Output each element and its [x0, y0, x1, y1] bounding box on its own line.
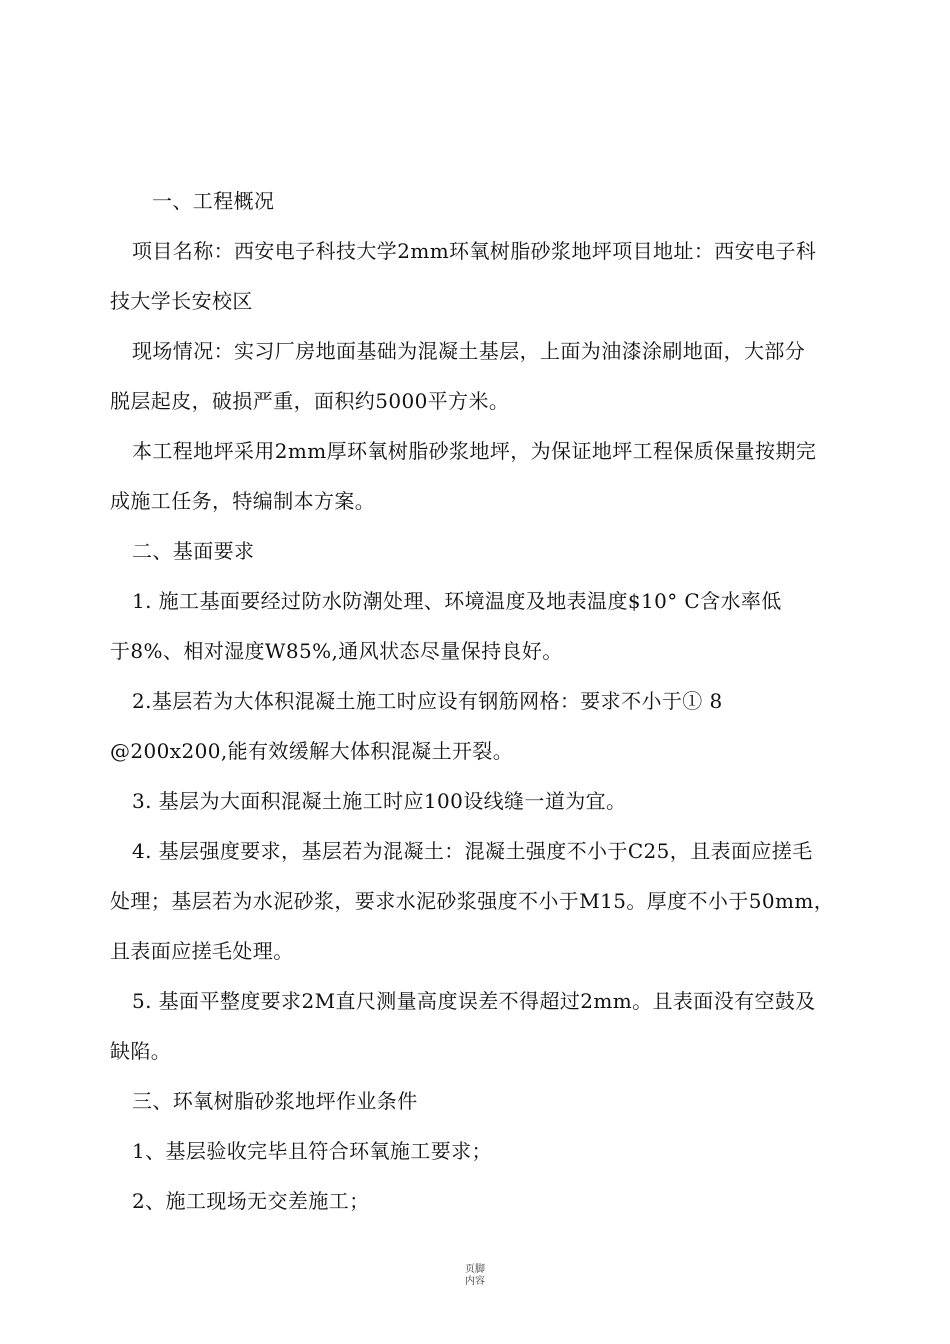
- section-heading-base-requirements: 二、基面要求: [132, 539, 255, 563]
- paragraph-line: 脱层起皮，破损严重，面积约5000平方米。: [110, 389, 510, 413]
- footer-line-2: 内容: [465, 1276, 485, 1287]
- paragraph-line: 于8%、相对湿度W85%,通风状态尽量保持良好。: [110, 639, 563, 663]
- paragraph-line: 本工程地坪采用2mm厚环氧树脂砂浆地坪，为保证地坪工程保质保量按期完: [132, 439, 817, 463]
- paragraph-line: 现场情况：实习厂房地面基础为混凝土基层，上面为油漆涂刷地面，大部分: [132, 339, 806, 363]
- paragraph-line: 缺陷。: [110, 1039, 172, 1063]
- paragraph-line: 技大学长安校区: [110, 289, 253, 313]
- paragraph-line: 处理；基层若为水泥砂浆，要求水泥砂浆强度不小于M15。厚度不小于50mm，: [110, 889, 835, 913]
- list-item-2: 2.基层若为大体积混凝土施工时应设有钢筋网格：要求不小于① 8: [132, 689, 723, 713]
- list-item-1: 1. 施工基面要经过防水防潮处理、环境温度及地表温度$10° C含水率低: [132, 589, 782, 613]
- page-footer: [0, 1264, 950, 1288]
- condition-item-2: 2、施工现场无交差施工；: [132, 1189, 370, 1213]
- paragraph-line: 成施工任务，特编制本方案。: [110, 489, 376, 513]
- list-item-4: 4. 基层强度要求，基层若为混凝土：混凝土强度不小于C25，且表面应搓毛: [132, 839, 813, 863]
- list-item-5: 5. 基面平整度要求2M直尺测量高度误差不得超过2mm。且表面没有空鼓及: [132, 989, 816, 1013]
- condition-item-1: 1、基层验收完毕且符合环氧施工要求；: [132, 1139, 492, 1163]
- footer-line-1: 页脚: [465, 1264, 485, 1275]
- list-item-3: 3. 基层为大面积混凝土施工时应100设线缝一道为宜。: [132, 789, 627, 813]
- paragraph-line: @200x200,能有效缓解大体积混凝土开裂。: [110, 739, 514, 763]
- paragraph-line: 且表面应搓毛处理。: [110, 939, 294, 963]
- section-heading-work-conditions: 三、环氧树脂砂浆地坪作业条件: [132, 1089, 418, 1113]
- section-heading-overview: 一、工程概况: [152, 189, 275, 213]
- paragraph-line: 项目名称：西安电子科技大学2mm环氧树脂砂浆地坪项目地址：西安电子科: [132, 239, 817, 263]
